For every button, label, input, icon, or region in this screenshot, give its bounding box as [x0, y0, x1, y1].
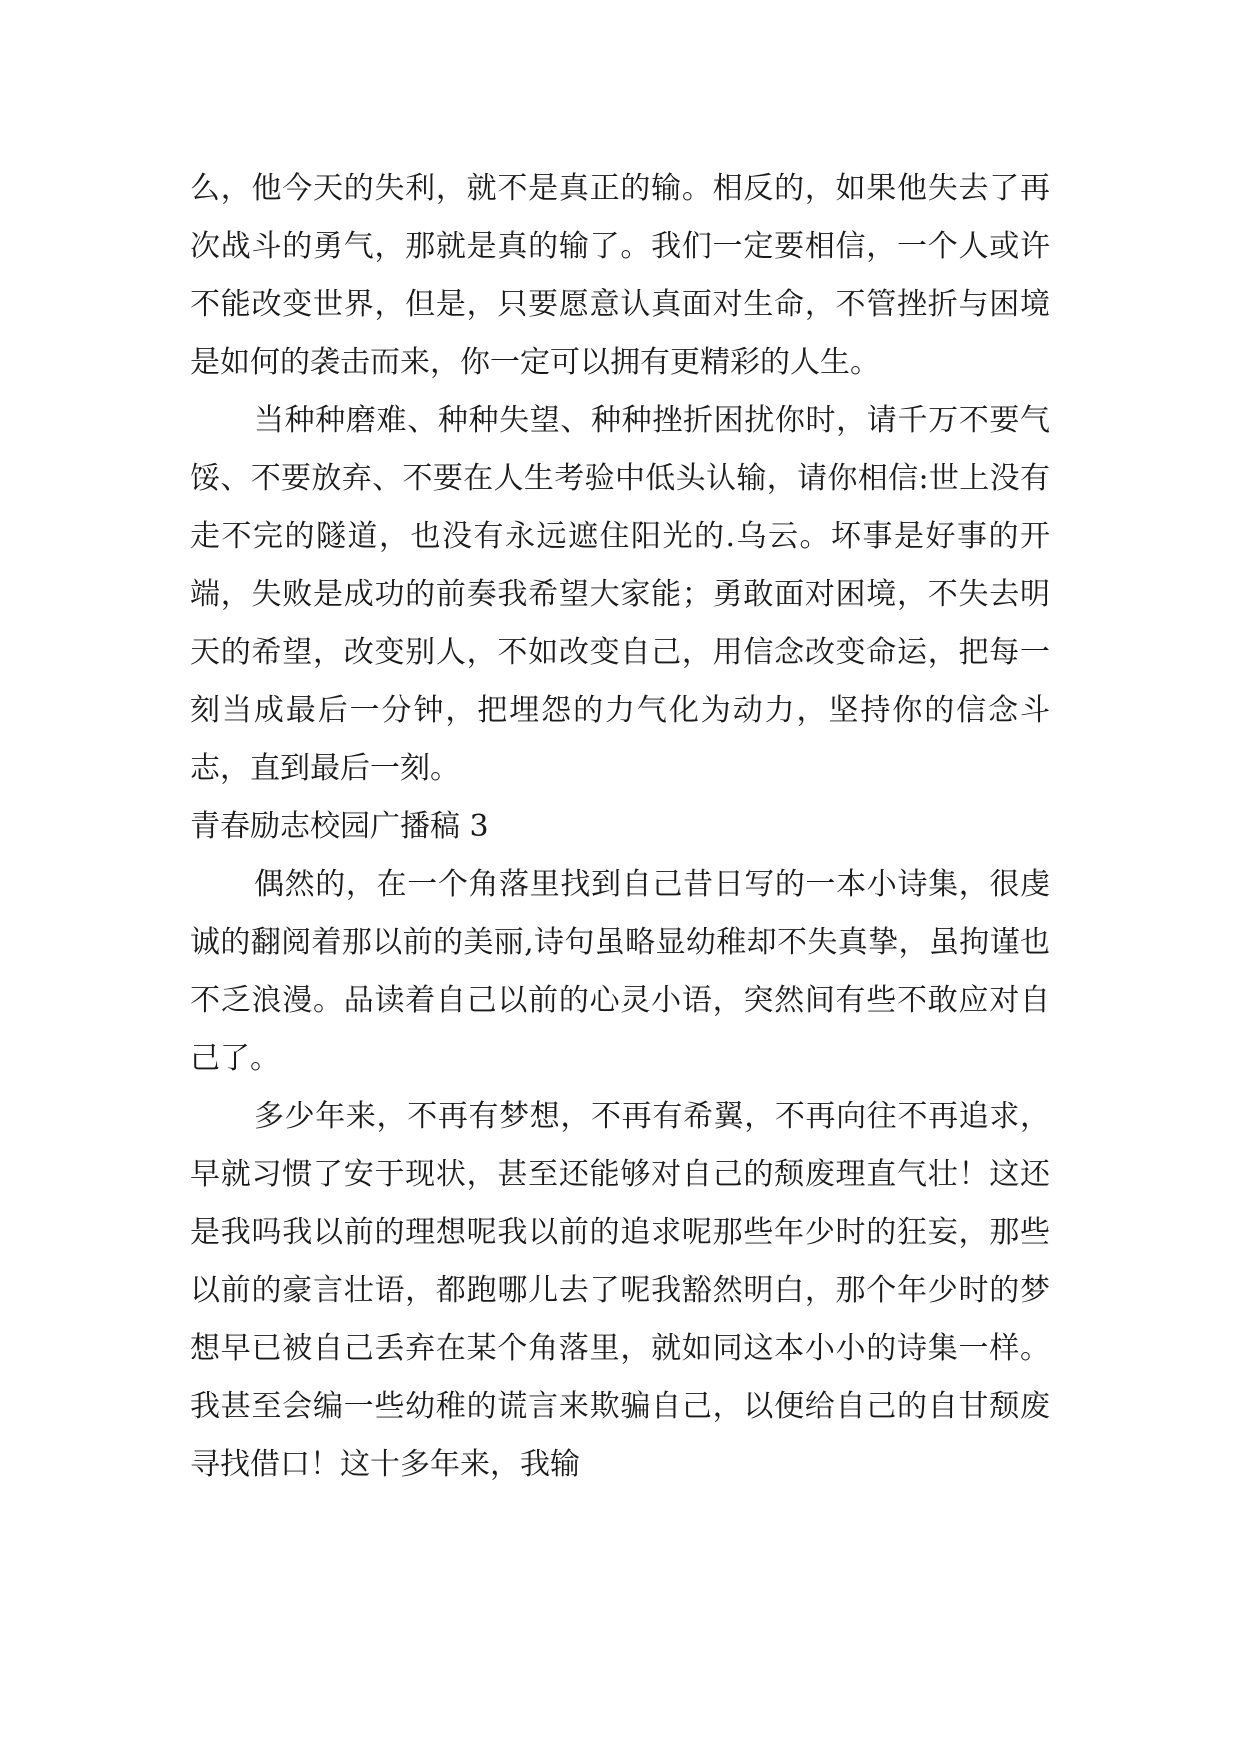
body-paragraph-1: 么，他今天的失利，就不是真正的输。相反的，如果他失去了再次战斗的勇气，那就是真的输了。我们一定要相信，一个人或许不能改变世界，但是，只要愿意认真面对生命，不管挫折与困境是如何的袭击而来，你一定可以拥有更精彩的人生。 [190, 171, 1050, 380]
body-paragraph-2: 当种种磨难、种种失望、种种挫折困扰你时，请千万不要气馁、不要放弃、不要在人生考验中低头认输，请你相信:世上没有走不完的隧道，也没有永远遮住阳光的.乌云。坏事是好事的开端，失败是成功的前奏我希望大家能；勇敢面对困境，不失去明天的希望，改变别人，不如改变自己，用信念改变命运，把每一刻当成最后一分钟，把埋怨的力气化为动力，坚持你的信念斗志，直到最后一刻。 [190, 403, 1050, 786]
body-paragraph-3: 偶然的，在一个角落里找到自己昔日写的一本小诗集，很虔诚的翻阅着那以前的美丽,诗句虽略显幼稚却不失真挚，虽拘谨也不乏浪漫。品读着自己以前的心灵小语，突然间有些不敢应对自己了。 [190, 867, 1050, 1076]
document-body [190, 160, 1050, 1494]
body-paragraph-4: 多少年来，不再有梦想，不再有希翼，不再向往不再追求，早就习惯了安于现状，甚至还能够对自己的颓废理直气壮！这还是我吗我以前的理想呢我以前的追求呢那些年少时的狂妄，那些以前的豪言壮语，都跑哪儿去了呢我豁然明白，那个年少时的梦想早已被自己丢弃在某个角落里，就如同这本小小的诗集一样。我甚至会编一些幼稚的谎言来欺骗自己，以便给自己的自甘颓废寻找借口！这十多年来，我输 [190, 1099, 1050, 1482]
section-heading: 青春励志校园广播稿 3 [190, 809, 489, 844]
